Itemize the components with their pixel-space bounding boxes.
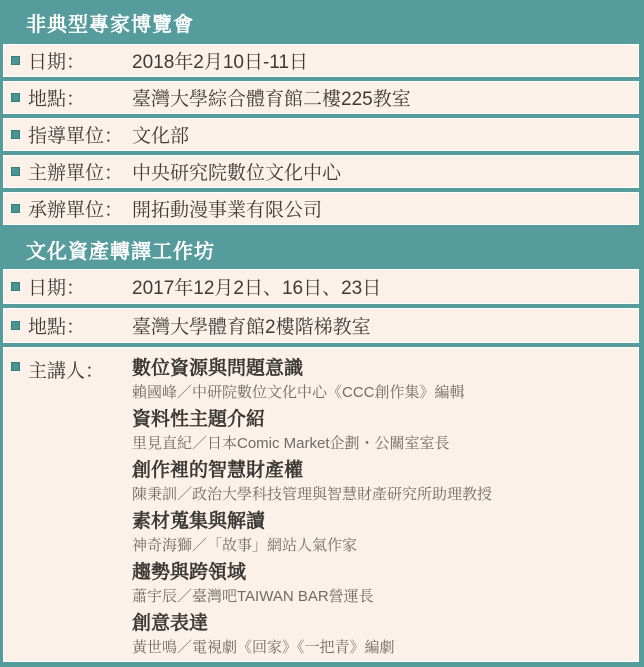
row-label-speakers: 主講人：	[28, 361, 105, 382]
bullet-square-icon	[11, 56, 20, 65]
row-value-date: 2017年12月2日、16日、23日	[132, 278, 382, 299]
talk-speaker: 蕭宇辰／臺灣吧TAIWAN BAR營運長	[132, 588, 374, 605]
talk-topic: 創作裡的智慧財產權	[132, 460, 304, 481]
info-row-expo-executor	[3, 192, 639, 225]
talk-topic: 趨勢與跨領域	[132, 562, 247, 583]
row-value-executor: 開拓動漫事業有限公司	[132, 200, 323, 221]
info-row-expo-date	[3, 44, 639, 77]
talk-item	[132, 406, 492, 455]
workshop-rows	[3, 269, 639, 662]
bullet-square-icon	[11, 321, 20, 330]
talk-item	[132, 355, 492, 404]
row-label-advisor: 指導單位：	[28, 126, 124, 147]
bullet-square-icon	[11, 282, 20, 291]
row-value-location: 臺灣大學綜合體育館二樓225教室	[132, 89, 411, 110]
talk-list	[132, 355, 492, 661]
bullet-square-icon	[11, 167, 20, 176]
row-label-location: 地點：	[28, 317, 86, 338]
talk-item	[132, 610, 492, 659]
row-value-location: 臺灣大學體育館2樓階梯教室	[132, 317, 371, 338]
bullet-square-icon	[11, 204, 20, 213]
info-row-workshop-speakers	[3, 347, 639, 662]
info-row-expo-location	[3, 81, 639, 114]
section-title-workshop: 文化資產轉譯工作坊	[26, 240, 215, 263]
bullet-square-icon	[11, 362, 20, 371]
info-row-expo-organizer	[3, 155, 639, 188]
bullet-square-icon	[11, 130, 20, 139]
row-label-location: 地點：	[28, 89, 86, 110]
info-row-workshop-location	[3, 308, 639, 343]
talk-speaker: 神奇海獅／「故事」網站人氣作家	[132, 537, 358, 554]
row-value-advisor: 文化部	[132, 126, 190, 147]
section-header-workshop	[3, 229, 639, 269]
row-label-date: 日期：	[28, 52, 86, 73]
section-header-expo	[3, 0, 639, 44]
talk-speaker: 陳秉訓／政治大學科技管理與智慧財產研究所助理教授	[132, 486, 493, 503]
talk-speaker: 黃世鳴／電視劇《回家》《一把青》編劇	[132, 639, 395, 656]
info-row-expo-advisor	[3, 118, 639, 151]
info-row-workshop-date	[3, 269, 639, 304]
talk-item	[132, 559, 492, 608]
talk-item	[132, 508, 492, 557]
row-label-organizer: 主辦單位：	[28, 163, 124, 184]
talk-topic: 資料性主題介紹	[132, 409, 266, 430]
talk-topic: 素材蒐集與解讀	[132, 511, 266, 532]
talk-speaker: 里見直紀／日本Comic Market企劃・公關室室長	[132, 435, 450, 452]
section-title-expo: 非典型專家博覽會	[26, 13, 194, 36]
bullet-square-icon	[11, 93, 20, 102]
row-value-date: 2018年2月10日-11日	[132, 52, 309, 73]
row-value-organizer: 中央研究院數位文化中心	[132, 163, 342, 184]
talk-item	[132, 457, 492, 506]
row-label-date: 日期：	[28, 278, 86, 299]
talk-topic: 數位資源與問題意識	[132, 358, 304, 379]
talk-speaker: 賴國峰／中研院數位文化中心《CCC創作集》編輯	[132, 384, 465, 401]
row-label-executor: 承辦單位：	[28, 200, 124, 221]
talk-topic: 創意表達	[132, 613, 209, 634]
